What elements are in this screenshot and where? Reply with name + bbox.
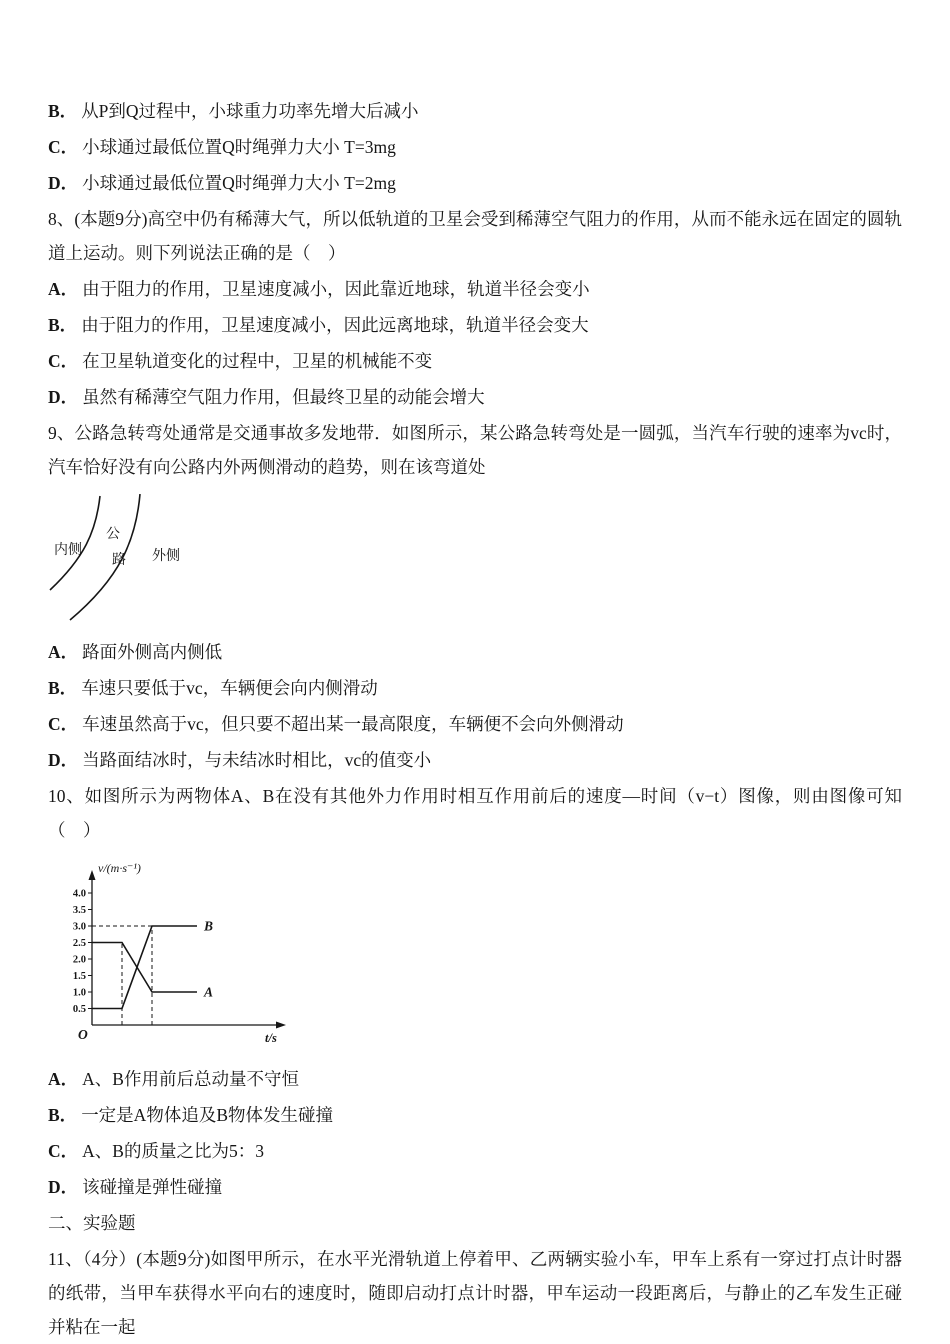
series-A-label: A bbox=[204, 984, 214, 1000]
q9-option-b-text: 车速只要低于vc，车辆便会向内侧滑动 bbox=[81, 678, 378, 698]
q9-option-a bbox=[48, 635, 902, 669]
q10-option-a-label: A． bbox=[48, 1069, 79, 1089]
y-tick-label: 4.0 bbox=[72, 888, 86, 900]
q10-option-b-label: B． bbox=[48, 1105, 78, 1125]
q9-option-d-text: 当路面结冰时，与未结冰时相比，vc的值变小 bbox=[82, 750, 432, 770]
series-B-line bbox=[92, 926, 197, 1009]
q10-option-a-text: A、B作用前后总动量不守恒 bbox=[82, 1069, 299, 1089]
q7-option-c-text: 小球通过最低位置Q时绳弹力大小 T=3mg bbox=[82, 137, 396, 157]
series-B-label: B bbox=[204, 918, 214, 934]
y-tick-label: 1.5 bbox=[72, 971, 86, 982]
q8-option-a-label: A． bbox=[48, 279, 79, 299]
q8-option-d-text: 虽然有稀薄空气阻力作用，但最终卫星的动能会增大 bbox=[82, 387, 485, 407]
y-axis-arrow bbox=[89, 870, 96, 880]
q7-option-b-text: 从P到Q过程中，小球重力功率先增大后减小 bbox=[81, 101, 419, 121]
q8-option-a-text: 由于阻力的作用，卫星速度减小，因此靠近地球，轨道半径会变小 bbox=[82, 279, 590, 299]
q10-option-a bbox=[48, 1062, 902, 1096]
q9-option-d-label: D． bbox=[48, 750, 79, 770]
q8-option-b-text: 由于阻力的作用，卫星速度减小，因此远离地球，轨道半径会变大 bbox=[81, 315, 589, 335]
x-axis-title: t/s bbox=[265, 1031, 277, 1045]
q8-stem: 8、(本题9分)高空中仍有稀薄大气，所以低轨道的卫星会受到稀薄空气阻力的作用，从而不能永远在固定的圆轨道上运动。则下列说法正确的是（ ） bbox=[48, 209, 902, 263]
q10-stem: 10、如图所示为两物体A、B在没有其他外力作用时相互作用前后的速度—时间（v−t）图像，则由图像可知（ ） bbox=[48, 786, 902, 840]
series-A-line bbox=[92, 943, 197, 993]
q7-option-d bbox=[48, 166, 902, 200]
y-tick-label: 2.5 bbox=[72, 938, 86, 949]
q10-option-d bbox=[48, 1170, 902, 1204]
section2-title: 二、实验题 bbox=[48, 1213, 136, 1233]
q9-option-b-label: B． bbox=[48, 678, 78, 698]
q8-option-b bbox=[48, 308, 902, 342]
y-axis-title: v/(m·s⁻¹) bbox=[98, 861, 141, 875]
q8-option-a bbox=[48, 272, 902, 306]
q9-option-d bbox=[48, 743, 902, 777]
q11-stem: 11、（4分）(本题9分)如图甲所示，在水平光滑轨道上停着甲、乙两辆实验小车，甲车上系有一穿过打点计时器的纸带，当甲车获得水平向右的速度时，随即启动打点计时器，甲车运动一段距离后，与静止的乙车发生正碰并粘在一起 bbox=[48, 1249, 902, 1337]
road-inner-label: 内侧 bbox=[54, 543, 82, 558]
y-tick-label: 2.0 bbox=[72, 954, 86, 966]
q7-option-b bbox=[48, 94, 902, 128]
q10-option-c-text: A、B的质量之比为5：3 bbox=[82, 1141, 264, 1161]
q7-option-b-label: B． bbox=[48, 101, 78, 121]
q9-stem: 9、公路急转弯处通常是交通事故多发地带．如图所示，某公路急转弯处是一圆弧，当汽车行驶的速率为vc时，汽车恰好没有向公路内外两侧滑动的趋势，则在该弯道处 bbox=[48, 423, 902, 477]
q8-option-d bbox=[48, 380, 902, 414]
road-name-label-top: 公 bbox=[106, 527, 120, 542]
road-outer-label: 外侧 bbox=[152, 549, 180, 564]
y-tick-label: 3.5 bbox=[72, 905, 86, 916]
origin-label: O bbox=[78, 1027, 88, 1042]
q10-option-c bbox=[48, 1134, 902, 1168]
q8-option-c-label: C． bbox=[48, 351, 79, 371]
q10-option-b-text: 一定是A物体追及B物体发生碰撞 bbox=[81, 1105, 333, 1125]
y-tick-label: 1.0 bbox=[72, 987, 86, 999]
q9-road-figure bbox=[48, 494, 902, 627]
q9-option-a-label: A． bbox=[48, 642, 79, 662]
q7-option-d-text: 小球通过最低位置Q时绳弹力大小 T=2mg bbox=[82, 173, 396, 193]
q8-option-c-text: 在卫星轨道变化的过程中，卫星的机械能不变 bbox=[82, 351, 433, 371]
vt-graph bbox=[58, 857, 338, 1049]
q7-option-d-label: D． bbox=[48, 173, 79, 193]
q7-option-c bbox=[48, 130, 902, 164]
y-tick-label: 3.0 bbox=[72, 921, 86, 933]
q10-option-d-label: D． bbox=[48, 1177, 79, 1197]
q10-option-d-text: 该碰撞是弹性碰撞 bbox=[82, 1177, 223, 1197]
y-tick-label: 0.5 bbox=[72, 1004, 86, 1015]
road-name-label-bottom: 路 bbox=[112, 553, 126, 568]
q9-option-c-text: 车速虽然高于vc，但只要不超出某一最高限度，车辆便不会向外侧滑动 bbox=[82, 714, 624, 734]
q10-option-c-label: C． bbox=[48, 1141, 79, 1161]
x-axis-arrow bbox=[276, 1022, 286, 1029]
q9-option-c bbox=[48, 707, 902, 741]
q8-option-d-label: D． bbox=[48, 387, 79, 407]
road-curve-figure bbox=[48, 494, 223, 622]
q9-option-a-text: 路面外侧高内侧低 bbox=[82, 642, 223, 662]
q10-option-b bbox=[48, 1098, 902, 1132]
q8-option-c bbox=[48, 344, 902, 378]
q8-option-b-label: B． bbox=[48, 315, 78, 335]
q7-option-c-label: C． bbox=[48, 137, 79, 157]
q9-option-b bbox=[48, 671, 902, 705]
q10-graph-figure bbox=[58, 857, 902, 1054]
q9-option-c-label: C． bbox=[48, 714, 79, 734]
